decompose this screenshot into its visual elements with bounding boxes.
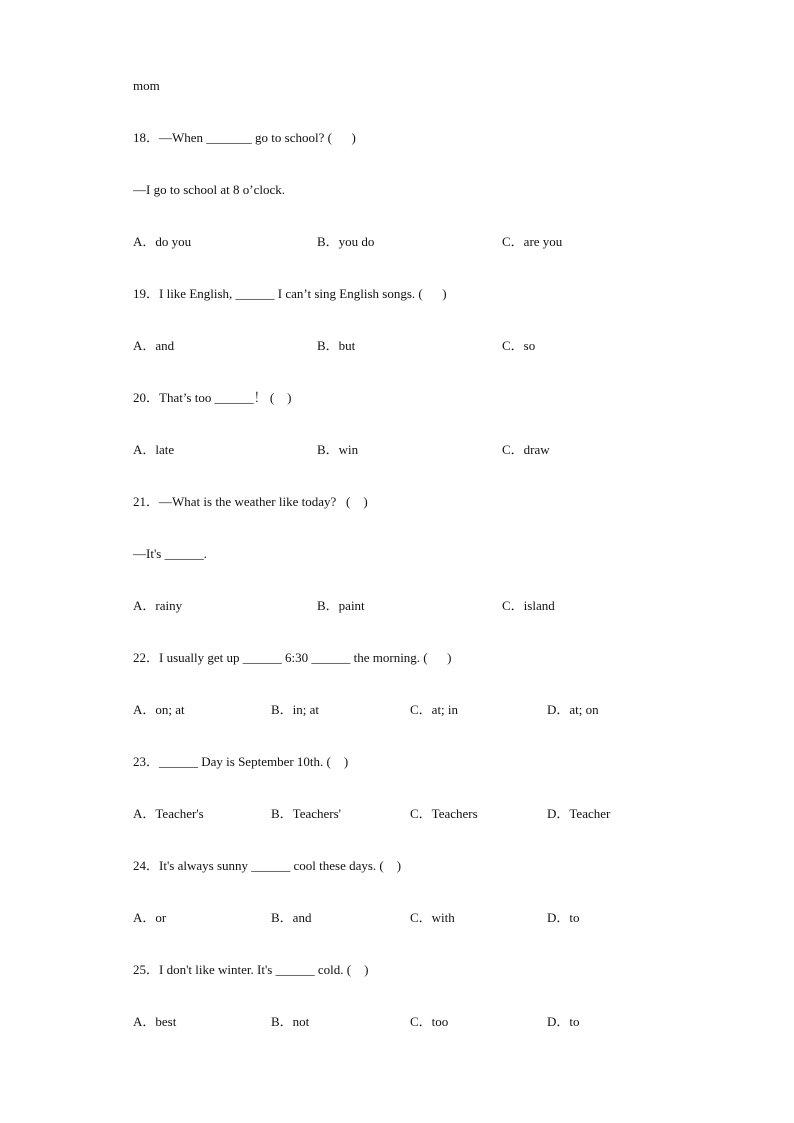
question-23-option-d[interactable]: D．Teacher xyxy=(547,806,611,821)
question-24-option-d[interactable]: D．to xyxy=(547,910,580,925)
question-24-option-c[interactable]: C．with xyxy=(410,910,455,925)
question-18-stem: 18．—When _______ go to school? ( ) xyxy=(133,130,356,145)
question-25-option-a[interactable]: A．best xyxy=(133,1014,177,1029)
question-19-option-b[interactable]: B．but xyxy=(317,338,356,353)
question-18-option-a[interactable]: A．do you xyxy=(133,234,192,249)
question-21-stem: 21．—What is the weather like today? ( ) xyxy=(133,494,368,509)
question-23-option-c[interactable]: C．Teachers xyxy=(410,806,478,821)
question-22-stem: 22．I usually get up ______ 6:30 ______ the morning. ( ) xyxy=(133,650,452,665)
question-22-option-d[interactable]: D．at; on xyxy=(547,702,599,717)
question-23-option-b[interactable]: B．Teachers' xyxy=(271,806,342,821)
question-22-option-b[interactable]: B．in; at xyxy=(271,702,320,717)
question-20-option-c[interactable]: C．draw xyxy=(502,442,550,457)
question-18-subline: —I go to school at 8 o’clock. xyxy=(133,182,285,197)
question-25-stem: 25．I don't like winter. It's ______ cold. ( ) xyxy=(133,962,369,977)
question-20-option-a[interactable]: A．late xyxy=(133,442,175,457)
question-19-option-a[interactable]: A．and xyxy=(133,338,175,353)
question-21-option-a[interactable]: A．rainy xyxy=(133,598,183,613)
question-23-option-a[interactable]: A．Teacher's xyxy=(133,806,204,821)
question-22-option-c[interactable]: C．at; in xyxy=(410,702,459,717)
question-22-option-a[interactable]: A．on; at xyxy=(133,702,185,717)
question-19-option-c[interactable]: C．so xyxy=(502,338,536,353)
question-23-stem: 23．______ Day is September 10th. ( ) xyxy=(133,754,349,769)
question-25-option-d[interactable]: D．to xyxy=(547,1014,580,1029)
question-24-option-a[interactable]: A．or xyxy=(133,910,167,925)
question-24-option-b[interactable]: B．and xyxy=(271,910,312,925)
question-18-option-b[interactable]: B．you do xyxy=(317,234,375,249)
question-25-option-b[interactable]: B．not xyxy=(271,1014,310,1029)
question-18-option-c[interactable]: C．are you xyxy=(502,234,563,249)
question-24-stem: 24．It's always sunny ______ cool these days. ( ) xyxy=(133,858,402,873)
question-21-subline: —It's ______. xyxy=(133,546,207,561)
question-25-option-c[interactable]: C．too xyxy=(410,1014,449,1029)
question-21-option-b[interactable]: B．paint xyxy=(317,598,365,613)
question-19-stem: 19．I like English, ______ I can’t sing English songs. ( ) xyxy=(133,286,447,301)
intro-text: mom xyxy=(133,78,160,93)
question-20-option-b[interactable]: B．win xyxy=(317,442,359,457)
question-21-option-c[interactable]: C．island xyxy=(502,598,555,613)
question-20-stem: 20．That’s too ______！ ( ) xyxy=(133,390,292,405)
